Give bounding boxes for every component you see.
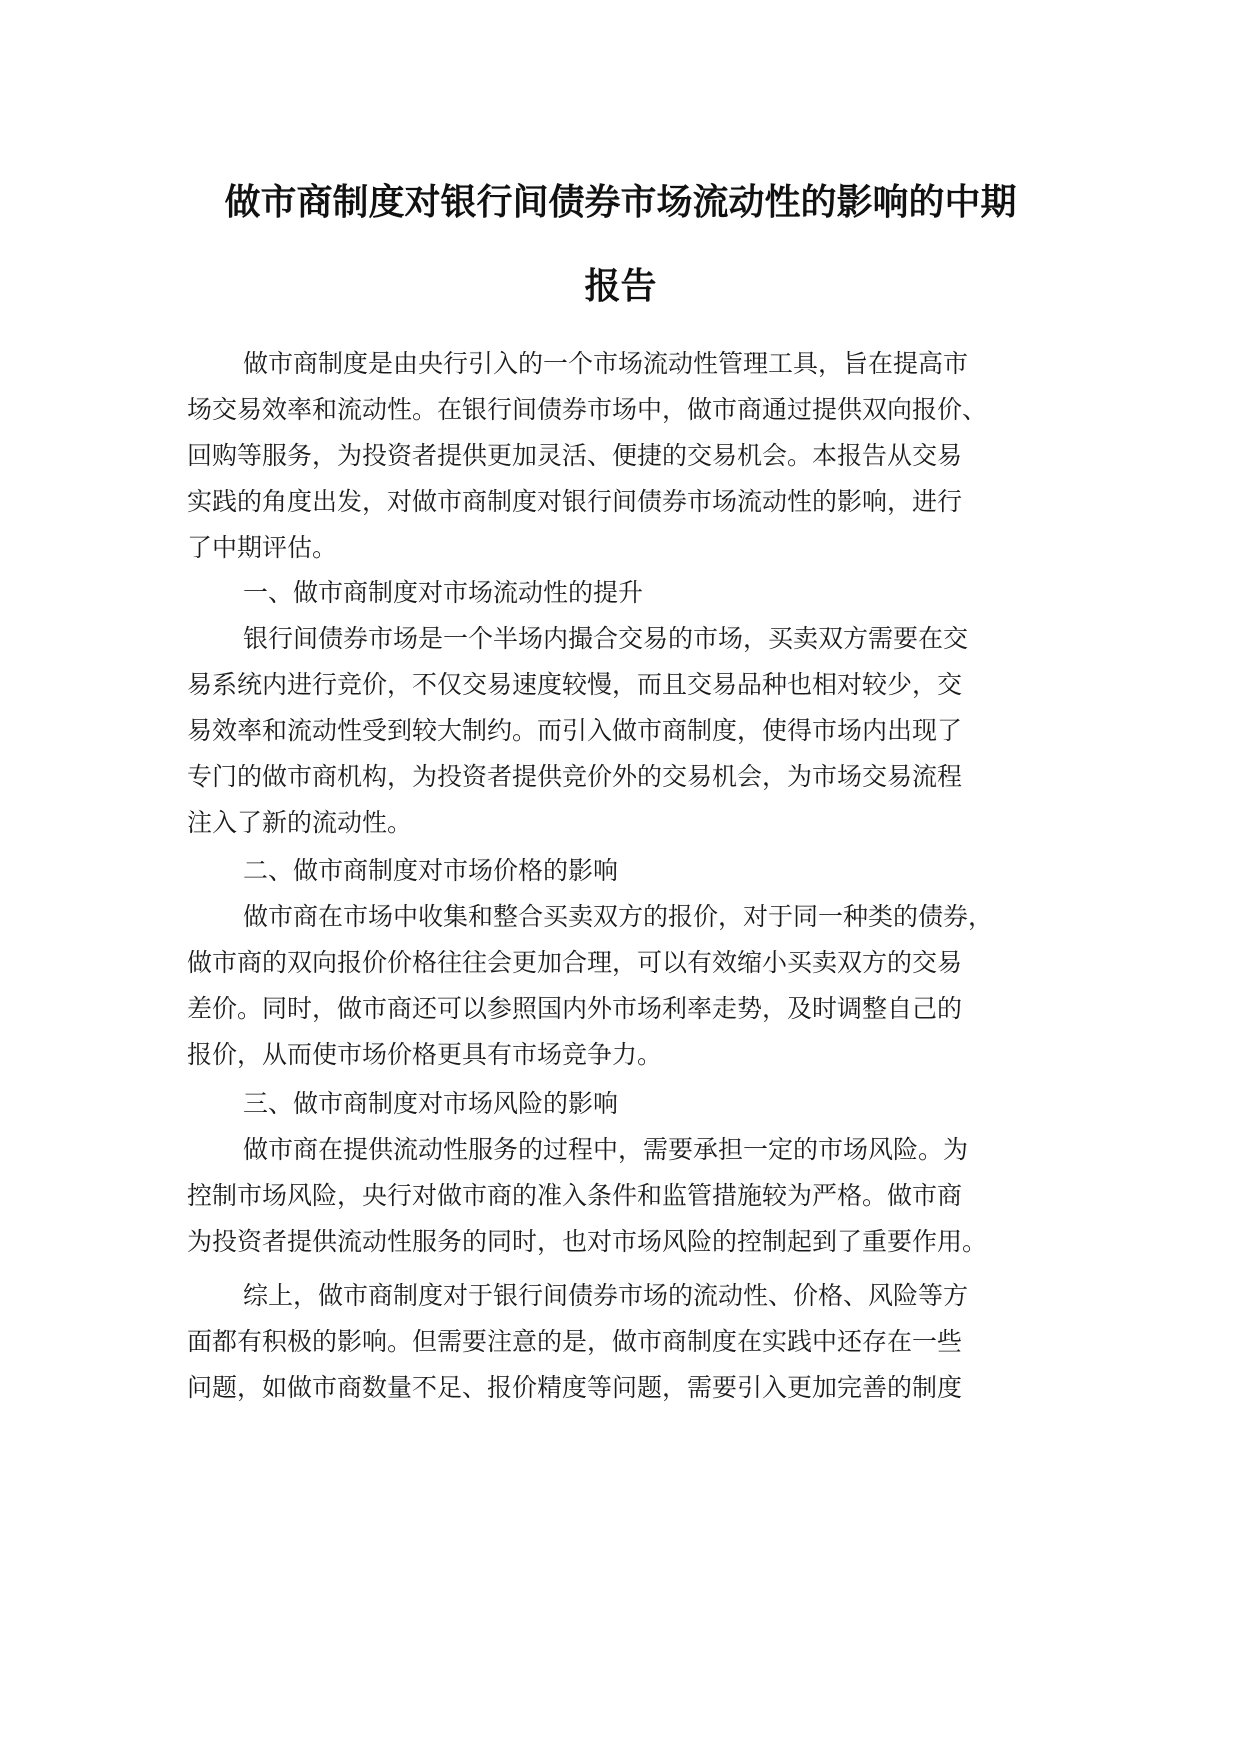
paragraph-line: 差价。同时，做市商还可以参照国内外市场利率走势，及时调整自己的 xyxy=(187,994,963,1023)
paragraph-line: 做市商在提供流动性服务的过程中，需要承担一定的市场风险。为 xyxy=(243,1135,969,1164)
paragraph-line: 做市商的双向报价价格往往会更加合理，可以有效缩小买卖双方的交易 xyxy=(187,948,963,977)
paragraph-line: 银行间债券市场是一个半场内撮合交易的市场，买卖双方需要在交 xyxy=(243,624,969,653)
paragraph-line: 了中期评估。 xyxy=(187,533,338,562)
paragraph-line: 易效率和流动性受到较大制约。而引入做市商制度，使得市场内出现了 xyxy=(187,716,963,745)
paragraph-line: 控制市场风险，央行对做市商的准入条件和监管措施较为严格。做市商 xyxy=(187,1181,963,1210)
section-heading-3: 三、做市商制度对市场风险的影响 xyxy=(243,1089,619,1118)
section-heading-2: 二、做市商制度对市场价格的影响 xyxy=(243,856,619,885)
paragraph-section-2 xyxy=(187,894,1077,1078)
paragraph-line: 面都有积极的影响。但需要注意的是，做市商制度在实践中还存在一些 xyxy=(187,1327,963,1356)
paragraph-line: 做市商制度是由央行引入的一个市场流动性管理工具，旨在提高市 xyxy=(243,349,969,378)
paragraph-line: 问题，如做市商数量不足、报价精度等问题，需要引入更加完善的制度 xyxy=(187,1373,963,1402)
paragraph-line: 报价，从而使市场价格更具有市场竞争力。 xyxy=(187,1040,663,1069)
document-title-line-2: 报告 xyxy=(584,266,657,307)
paragraph-intro xyxy=(187,341,1077,571)
section-heading-1: 一、做市商制度对市场流动性的提升 xyxy=(243,578,644,607)
paragraph-conclusion xyxy=(187,1273,1077,1411)
paragraph-line: 做市商在市场中收集和整合买卖双方的报价，对于同一种类的债券， xyxy=(243,902,994,931)
document-title-line-1: 做市商制度对银行间债券市场流动性的影响的中期 xyxy=(224,182,1017,223)
paragraph-line: 实践的角度出发，对做市商制度对银行间债券市场流动性的影响，进行 xyxy=(187,487,963,516)
paragraph-line: 回购等服务，为投资者提供更加灵活、便捷的交易机会。本报告从交易 xyxy=(187,441,963,470)
paragraph-section-3 xyxy=(187,1127,1077,1265)
paragraph-line: 综上，做市商制度对于银行间债券市场的流动性、价格、风险等方 xyxy=(243,1281,969,1310)
paragraph-line: 易系统内进行竞价，不仅交易速度较慢，而且交易品种也相对较少，交 xyxy=(187,670,963,699)
paragraph-line: 为投资者提供流动性服务的同时，也对市场风险的控制起到了重要作用。 xyxy=(187,1227,988,1256)
paragraph-line: 场交易效率和流动性。在银行间债券市场中，做市商通过提供双向报价、 xyxy=(187,395,988,424)
paragraph-section-1 xyxy=(187,616,1077,846)
paragraph-line: 注入了新的流动性。 xyxy=(187,808,413,837)
paragraph-line: 专门的做市商机构，为投资者提供竞价外的交易机会，为市场交易流程 xyxy=(187,762,963,791)
